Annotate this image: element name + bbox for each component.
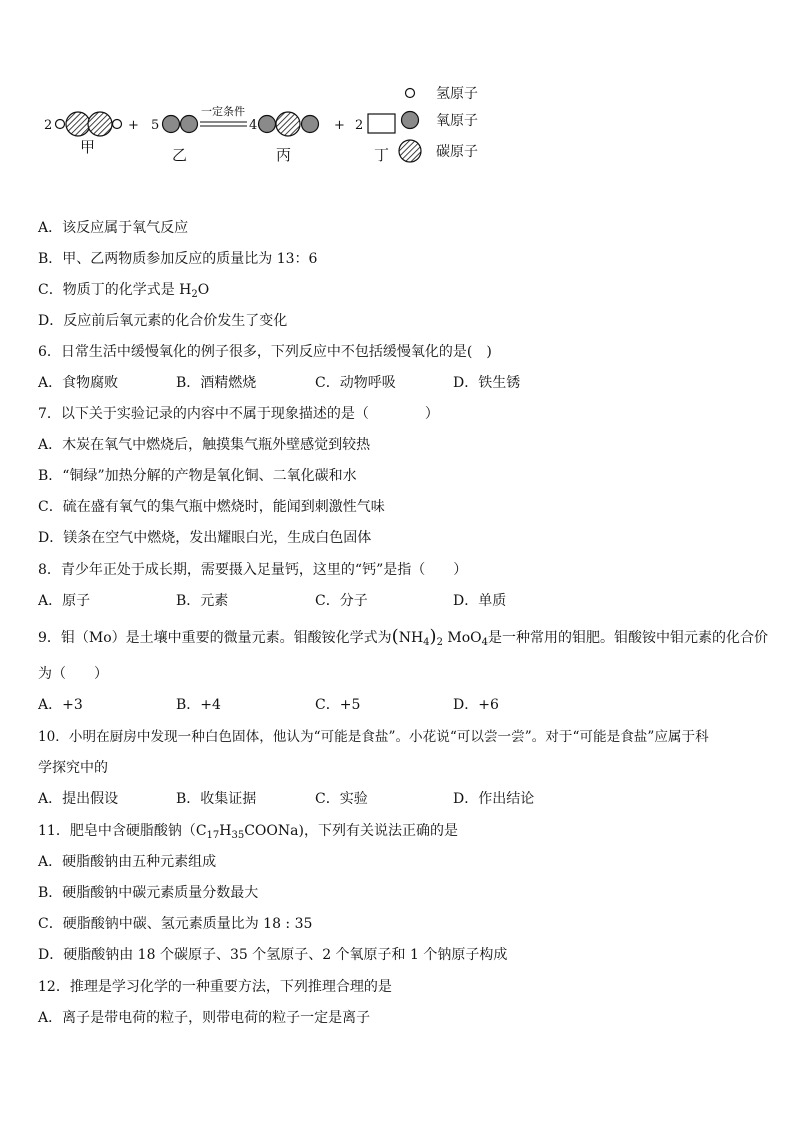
q5-option-c-text: C．物质丁的化学式是 xyxy=(38,282,180,298)
legend-carbon: 碳原子 xyxy=(436,144,478,160)
unknown-molecule-box xyxy=(368,114,395,133)
oxygen-atom-icon xyxy=(402,112,419,129)
q9-stem-line2: 为（ ） xyxy=(38,666,108,682)
q5-option-b: B．甲、乙两物质参加反应的质量比为 13：6 xyxy=(38,251,318,267)
plus-sign-2: + xyxy=(334,118,345,133)
coef-yi: 5 xyxy=(151,118,160,133)
legend xyxy=(399,86,478,162)
q11-option-c: C．硬脂酸钠中碳、氢元素质量比为 18 : 35 xyxy=(38,916,313,932)
q6-option-c: C．动物呼吸 xyxy=(315,375,396,391)
coef-ding: 2 xyxy=(355,118,364,133)
q6-option-d: D．铁生锈 xyxy=(453,375,521,391)
molecule-bing xyxy=(259,112,319,136)
q10-stem-line2: 学探究中的 xyxy=(38,760,108,776)
q11-sub-17: 17 xyxy=(206,830,220,841)
coef-jia: 2 xyxy=(44,118,53,133)
q7-option-c: C．硫在盛有氧气的集气瓶中燃烧时，能闻到刺激性气味 xyxy=(38,499,385,515)
q8-option-b: B．元素 xyxy=(176,593,229,609)
q5-option-d: D．反应前后氧元素的化合价发生了变化 xyxy=(38,313,288,329)
label-jia: 甲 xyxy=(80,138,96,156)
q12-stem: 12．推理是学习化学的一种重要方法，下列推理合理的是 xyxy=(38,979,392,995)
q6-stem: 6．日常生活中缓慢氧化的例子很多，下列反应中不包括缓慢氧化的是( ) xyxy=(38,344,492,360)
plus-sign-1: + xyxy=(128,118,139,133)
q11-option-b: B．硬脂酸钠中碳元素质量分数最大 xyxy=(38,885,259,901)
q9-stem-line1 xyxy=(38,627,768,648)
q11-hydrogen: H xyxy=(219,823,232,839)
q9-stem-text-2: 是一种常用的钼肥。钼酸铵中钼元素的化合价 xyxy=(488,630,769,646)
condition-label: 一定条件 xyxy=(201,105,245,118)
legend-oxygen: 氧原子 xyxy=(436,113,478,129)
legend-hydrogen: 氢原子 xyxy=(436,86,478,102)
label-ding: 丁 xyxy=(374,146,390,164)
q7-option-b: B．“铜绿”加热分解的产物是氧化铜、二氧化碳和水 xyxy=(38,468,357,484)
q11-stem-text: 11．肥皂中含硬脂酸钠（C xyxy=(38,823,207,839)
water-formula: $H_2O$ xyxy=(179,282,210,300)
q10-stem-line1: 10．小明在厨房中发现一种白色固体，他认为“可能是食盐”。小花说“可以尝一尝”。对于“可能是食盐”应属于科 xyxy=(38,729,709,745)
molecule-jia xyxy=(56,112,122,136)
q8-option-a: A．原子 xyxy=(38,593,91,609)
q10-option-b: B．收集证据 xyxy=(176,791,257,807)
q10-option-d: D．作出结论 xyxy=(453,791,535,807)
hydrogen-atom-icon xyxy=(406,89,415,98)
label-bing: 丙 xyxy=(276,146,292,164)
q7-stem: 7．以下关于实验记录的内容中不属于现象描述的是（ ） xyxy=(38,406,439,422)
q8-option-c: C．分子 xyxy=(315,593,368,609)
ammonium-molybdate-formula: $(NH_4)_2$ MoO$_4$ xyxy=(391,626,489,648)
q5-option-a: A．该反应属于氧气反应 xyxy=(38,220,189,236)
q9-option-d: D．+6 xyxy=(453,697,499,713)
q8-option-d: D．单质 xyxy=(453,593,507,609)
label-yi: 乙 xyxy=(172,146,188,164)
q11-stem-suffix: COONa)，下列有关说法正确的是 xyxy=(244,823,458,839)
q10-option-a: A．提出假设 xyxy=(38,791,119,807)
carbon-atom-icon xyxy=(399,140,421,162)
q7-option-a: A．木炭在氧气中燃烧后，触摸集气瓶外壁感觉到较热 xyxy=(38,437,371,453)
q9-option-b: B．+4 xyxy=(176,697,221,713)
q6-option-a: A．食物腐败 xyxy=(38,375,119,391)
q7-option-d: D．镁条在空气中燃烧，发出耀眼白光，生成白色固体 xyxy=(38,530,372,546)
q9-option-c: C．+5 xyxy=(315,697,361,713)
q11-option-a: A．硬脂酸钠由五种元素组成 xyxy=(38,854,217,870)
q9-stem-text: 9．钼（Mo）是土壤中重要的微量元素。钼酸铵化学式为 xyxy=(38,630,392,646)
q9-option-a: A．+3 xyxy=(38,697,83,713)
q6-option-b: B．酒精燃烧 xyxy=(176,375,257,391)
molecule-yi xyxy=(163,116,198,133)
q11-sub-35: 35 xyxy=(231,830,245,841)
q11-stem xyxy=(38,821,458,841)
reaction-diagram xyxy=(0,80,794,180)
q11-option-d: D．硬脂酸钠由 18 个碳原子、35 个氢原子、2 个氧原子和 1 个钠原子构成 xyxy=(38,947,508,963)
q8-stem: 8．青少年正处于成长期，需要摄入足量钙，这里的“钙”是指（ ） xyxy=(38,562,468,578)
q12-option-a: A．离子是带电荷的粒子，则带电荷的粒子一定是离子 xyxy=(38,1010,371,1026)
q10-option-c: C．实验 xyxy=(315,791,368,807)
coef-bing: 4 xyxy=(249,118,258,133)
q5-option-c xyxy=(38,280,209,300)
